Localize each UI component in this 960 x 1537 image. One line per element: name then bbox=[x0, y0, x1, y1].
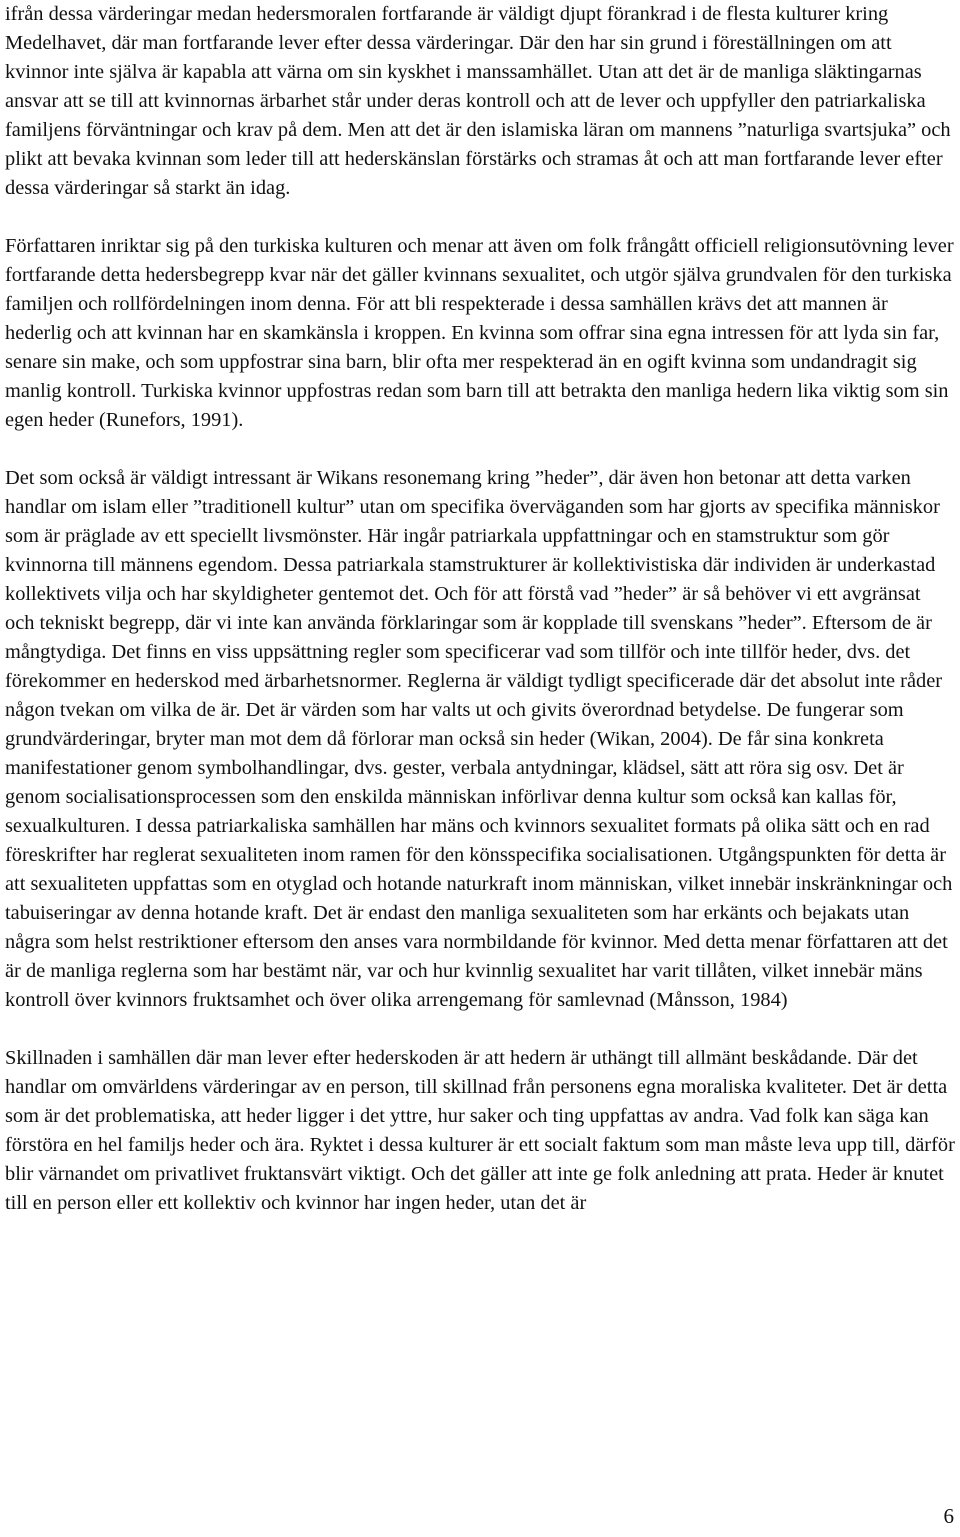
document-page bbox=[5, 0, 955, 1218]
paragraph-4: Skillnaden i samhällen där man lever efter hederskoden är att hedern är uthängt till allmänt beskådande. Där det handlar om omvärldens värderingar av en person, till skillnad från personens egna moraliska kvaliteter. Det är detta som är det problematiska, att heder ligger i det yttre, hur saker och ting uppfattas av andra. Vad folk kan säga kan förstöra en hel familjs heder och ära. Ryktet i dessa kulturer är ett socialt faktum som man måste leva upp till, därför blir värnandet om privatlivet fruktansvärt viktigt. Och det gäller att inte ge folk anledning att prata. Heder är knutet till en person eller ett kollektiv och kvinnor har ingen heder, utan det är bbox=[5, 1047, 955, 1214]
paragraph-3: Det som också är väldigt intressant är Wikans resonemang kring ”heder”, där även hon betonar att detta varken handlar om islam eller ”traditionell kultur” utan om specifika överväganden som har gjorts av specifika människor som är präglade av ett speciellt livsmönster. Här ingår patriarkala uppfattningar och en stamstruktur som gör kvinnorna till männens egendom. Dessa patriarkala stamstrukturer är kollektivistiska där individen är underkastad kollektivets vilja och har skyldigheter gentemot det. Och för att förstå vad ”heder” är så behöver vi ett avgränsat och tekniskt begrepp, där vi inte kan använda förklaringar som är kopplade till svenskans ”heder”. Eftersom de är mångtydiga. Det finns en viss uppsättning regler som specificerar vad som tillför och inte tillför heder, dvs. det förekommer en hederskod med ärbarhetsnormer. Reglerna är väldigt tydligt specificerade där det absolut inte råder någon tvekan om vilka de är. Det är värden som har valts ut och givits överordnad betydelse. De fungerar som grundvärderingar, bryter man mot dem då förlorar man också sin heder (Wikan, 2004). De får sina konkreta manifestationer genom symbolhandlingar, dvs. gester, verbala antydningar, klädsel, sätt att röra sig osv. Det är genom socialisationsprocessen som den enskilda människan införlivar denna kultur som också kan kallas för, sexualkulturen. I dessa patriarkaliska samhällen har mäns och kvinnors sexualitet formats på olika sätt och en rad föreskrifter har reglerat sexualiteten inom ramen för den könsspecifika socialisationen. Utgångspunkten för detta är att sexualiteten uppfattas som en otyglad och hotande naturkraft inom människan, vilket innebär inskränkningar och tabuiseringar av denna hotande kraft. Det är endast den manliga sexualiteten som har erkänts och bejakats utan några som helst restriktioner eftersom den anses vara normbildande för kvinnor. Med detta menar författaren att det är de manliga reglerna som har bestämt när, var och hur kvinnlig sexualitet har varit tillåten, vilket innebär mäns kontroll över kvinnors fruktsamhet och över olika arrengemang för samlevnad (Månsson, 1984) bbox=[5, 467, 953, 1011]
page-number: 6 bbox=[943, 1504, 954, 1528]
paragraph-2: Författaren inriktar sig på den turkiska kulturen och menar att även om folk frångått officiell religionsutövning lever fortfarande detta hedersbegrepp kvar när det gäller kvinnans sexualitet, och utgör själva grundvalen för den turkiska familjen och rollfördelningen inom denna. För att bli respekterade i dessa samhällen krävs det att mannen är hederlig och att kvinnan har en skamkänsla i kroppen. En kvinna som offrar sina egna intressen för att lyda sin far, senare sin make, och som uppfostrar sina barn, blir ofta mer respekterad än en ogift kvinna som undandragit sig manlig kontroll. Turkiska kvinnor uppfostras redan som barn till att betrakta den manliga hedern lika viktig som sin egen heder (Runefors, 1991). bbox=[5, 235, 954, 431]
paragraph-1: ifrån dessa värderingar medan hedersmoralen fortfarande är väldigt djupt förankrad i de flesta kulturer kring Medelhavet, där man fortfarande lever efter dessa värderingar. Där den har sin grund i föreställningen om att kvinnor inte själva är kapabla att värna om sin kyskhet i manssamhället. Utan att det är de manliga släktingarnas ansvar att se till att kvinnornas ärbarhet står under deras kontroll och att de lever och uppfyller den patriarkaliska familjens förväntningar och krav på dem. Men att det är den islamiska läran om mannens ”naturliga svartsjuka” och plikt att bevaka kvinnan som leder till att hederskänslan förstärks och stramas åt och att man fortfarande lever efter dessa värderingar så starkt än idag. bbox=[5, 3, 951, 199]
